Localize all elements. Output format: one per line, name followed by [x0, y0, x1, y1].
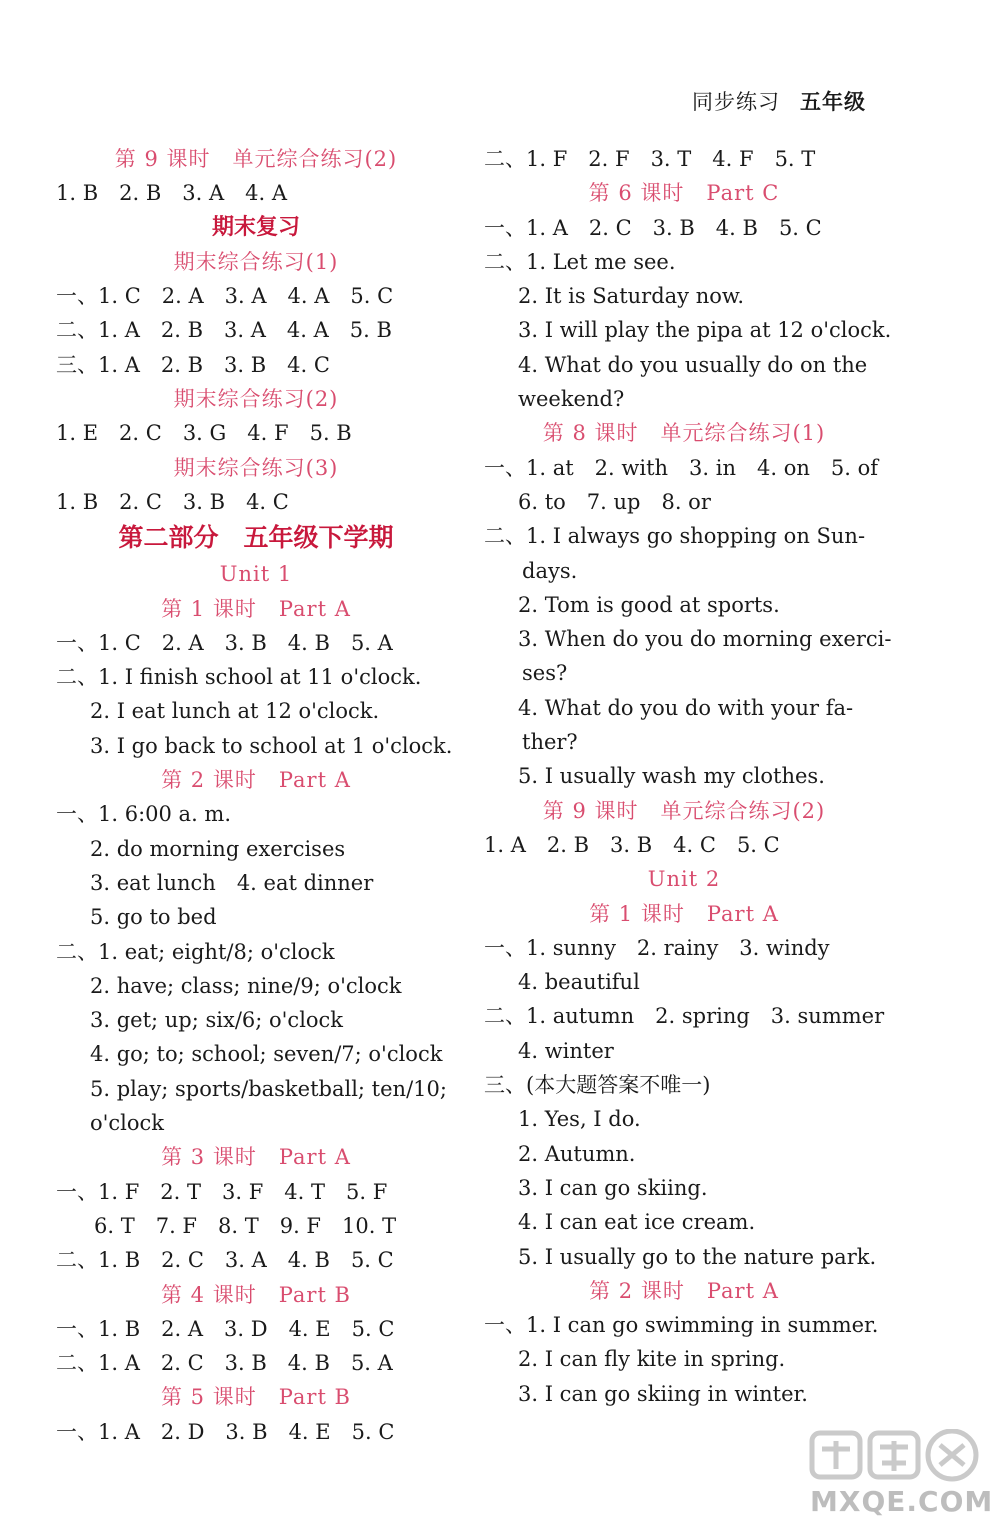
answer-line: 3. eat lunch 4. eat dinner: [90, 870, 374, 895]
section-heading: 期末复习: [211, 214, 300, 240]
answer-line: 6. to 7. up 8. or: [518, 489, 711, 514]
watermark-logo: [806, 1429, 992, 1521]
answer-line: 一、1. I can go swimming in summer.: [484, 1313, 879, 1338]
answer-line: 二、1. I always go shopping on Sun-: [484, 524, 866, 549]
answer-line: 4. beautiful: [518, 970, 640, 995]
answer-line: 一、1. C 2. A 3. A 4. A 5. C: [56, 284, 394, 309]
answer-line: 5. I usually go to the nature park.: [518, 1244, 877, 1269]
answer-line: ses?: [522, 661, 568, 686]
left-column: [56, 142, 456, 1449]
grade-label: 五年级: [800, 90, 866, 114]
answer-line: ther?: [522, 730, 578, 755]
lesson-heading: Unit 1: [219, 562, 293, 587]
lesson-heading: 第 8 课时 单元综合练习(1): [542, 421, 826, 446]
answer-line: 3. get; up; six/6; o'clock: [90, 1008, 344, 1033]
answer-line: 1. A 2. B 3. B 4. C 5. C: [484, 832, 780, 857]
lesson-heading: Unit 2: [647, 867, 721, 892]
answer-line: 5. I usually wash my clothes.: [518, 764, 825, 789]
answer-line: 6. T 7. F 8. T 9. F 10. T: [94, 1213, 397, 1238]
answer-line: 三、(本大题答案不唯一): [484, 1073, 711, 1098]
answer-line: 3. I go back to school at 1 o'clock.: [90, 733, 453, 758]
answer-line: 4. What do you do with your fa-: [518, 695, 854, 720]
answer-line: 一、1. B 2. A 3. D 4. E 5. C: [56, 1316, 395, 1341]
answer-line: 二、1. Let me see.: [484, 249, 676, 274]
part-heading: 第二部分 五年级下学期: [118, 523, 394, 553]
answer-line: 4. winter: [518, 1038, 614, 1063]
answer-line: 一、1. at 2. with 3. in 4. on 5. of: [484, 455, 878, 480]
lesson-heading: 期末综合练习(1): [173, 249, 339, 274]
answer-line: 2. Tom is good at sports.: [518, 592, 780, 617]
answer-line: 1. B 2. C 3. B 4. C: [56, 489, 289, 514]
lesson-heading: 期末综合练习(2): [173, 387, 339, 412]
watermark-text: MXQE.COM: [810, 1485, 994, 1518]
lesson-heading: 第 1 课时 Part A: [161, 596, 351, 621]
right-column: [484, 142, 892, 1411]
lesson-heading: 第 1 课时 Part A: [589, 901, 779, 926]
lesson-heading: 第 2 课时 Part A: [161, 768, 351, 793]
answer-line: 2. I can fly kite in spring.: [518, 1347, 786, 1372]
answer-line: 3. I will play the pipa at 12 o'clock.: [518, 318, 892, 343]
answer-line: 3. I can go skiing.: [518, 1175, 708, 1200]
answer-line: 4. What do you usually do on the: [518, 352, 868, 377]
answer-line: 二、1. autumn 2. spring 3. summer: [484, 1004, 885, 1029]
answer-line: 3. When do you do morning exerci-: [518, 627, 892, 652]
answer-line: 一、1. 6:00 a. m.: [56, 802, 232, 827]
answer-line: o'clock: [90, 1111, 165, 1136]
answer-line: 一、1. C 2. A 3. B 4. B 5. A: [56, 630, 393, 655]
page-header: [692, 86, 866, 116]
answer-line: 1. E 2. C 3. G 4. F 5. B: [56, 421, 352, 446]
answer-line: 2. do morning exercises: [90, 836, 346, 861]
answer-line: 4. go; to; school; seven/7; o'clock: [90, 1042, 443, 1067]
answer-line: 3. I can go skiing in winter.: [518, 1381, 808, 1406]
lesson-heading: 第 9 课时 单元综合练习(2): [542, 798, 826, 823]
answer-line: weekend?: [518, 387, 625, 412]
answer-line: 三、1. A 2. B 3. B 4. C: [56, 352, 330, 377]
lesson-heading: 第 5 课时 Part B: [160, 1385, 351, 1410]
answer-line: 1. B 2. B 3. A 4. A: [56, 181, 288, 206]
answer-line: 1. Yes, I do.: [518, 1107, 641, 1132]
answer-line: 二、1. eat; eight/8; o'clock: [56, 939, 335, 964]
answer-line: 二、1. A 2. C 3. B 4. B 5. A: [56, 1351, 393, 1376]
answer-line: 一、1. sunny 2. rainy 3. windy: [484, 935, 830, 960]
answer-line: 2. have; class; nine/9; o'clock: [90, 973, 402, 998]
lesson-heading: 第 2 课时 Part A: [589, 1278, 779, 1303]
answer-line: 二、1. B 2. C 3. A 4. B 5. C: [56, 1248, 394, 1273]
answer-line: 二、1. I finish school at 11 o'clock.: [56, 665, 422, 690]
answer-line: 一、1. F 2. T 3. F 4. T 5. F: [56, 1179, 388, 1204]
answer-line: 一、1. A 2. D 3. B 4. E 5. C: [56, 1419, 395, 1444]
answer-line: 2. It is Saturday now.: [518, 284, 745, 309]
answer-line: 4. I can eat ice cream.: [518, 1210, 756, 1235]
lesson-heading: 第 3 课时 Part A: [161, 1145, 351, 1170]
lesson-heading: 第 4 课时 Part B: [160, 1282, 351, 1307]
book-title: 同步练习: [692, 90, 780, 114]
lesson-heading: 期末综合练习(3): [173, 455, 339, 480]
lesson-heading: 第 9 课时 单元综合练习(2): [114, 147, 398, 171]
answer-line: 5. play; sports/basketball; ten/10;: [90, 1076, 447, 1101]
answer-line: 2. I eat lunch at 12 o'clock.: [90, 699, 380, 724]
answer-line: days.: [522, 558, 578, 583]
answer-line: 二、1. A 2. B 3. A 4. A 5. B: [56, 318, 392, 343]
lesson-heading: 第 6 课时 Part C: [588, 181, 780, 206]
answer-line: 2. Autumn.: [518, 1141, 636, 1166]
answer-line: 二、1. F 2. F 3. T 4. F 5. T: [484, 147, 816, 171]
answer-line: 5. go to bed: [90, 905, 217, 930]
answer-line: 一、1. A 2. C 3. B 4. B 5. C: [484, 215, 822, 240]
